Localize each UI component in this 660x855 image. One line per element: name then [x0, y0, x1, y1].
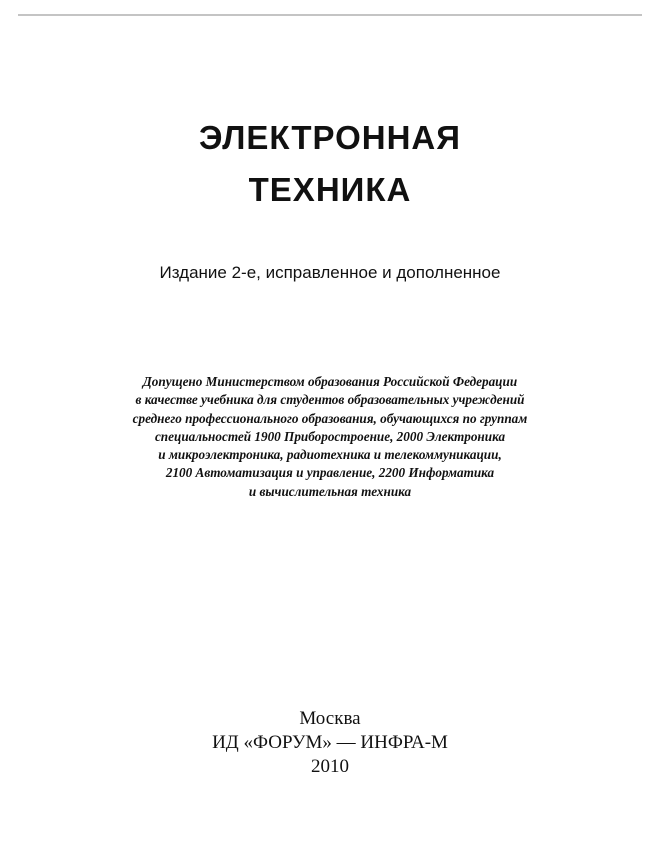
book-title [0, 112, 660, 216]
edition-note: Издание 2-е, исправленное и дополненное [159, 263, 501, 282]
approval-line: среднего профессионального образования, обучающихся по группам [132, 410, 528, 426]
approval-line: в качестве учебника для студентов образовательных учреждений [135, 392, 525, 408]
title-line: ЭЛЕКТРОННАЯ [199, 119, 461, 156]
top-divider [18, 14, 642, 16]
publisher-imprint [0, 707, 660, 779]
approval-line: и вычислительная техника [248, 483, 412, 499]
approval-line: и микроэлектроника, радиотехника и телекоммуникации, [158, 447, 502, 463]
approval-line: Допущено Министерством образования Российской Федерации [142, 374, 518, 389]
approval-line: специальностей 1900 Приборостроение, 2000 Электроника [154, 428, 506, 444]
title-line: ТЕХНИКА [248, 171, 412, 208]
imprint-year: 2010 [311, 756, 349, 777]
approval-line: 2100 Автоматизация и управление, 2200 Информатика [165, 465, 495, 481]
approval-statement [70, 373, 590, 501]
imprint-publisher: ИД «ФОРУМ» — ИНФРА-М [212, 732, 448, 753]
imprint-city: Москва [299, 708, 361, 729]
